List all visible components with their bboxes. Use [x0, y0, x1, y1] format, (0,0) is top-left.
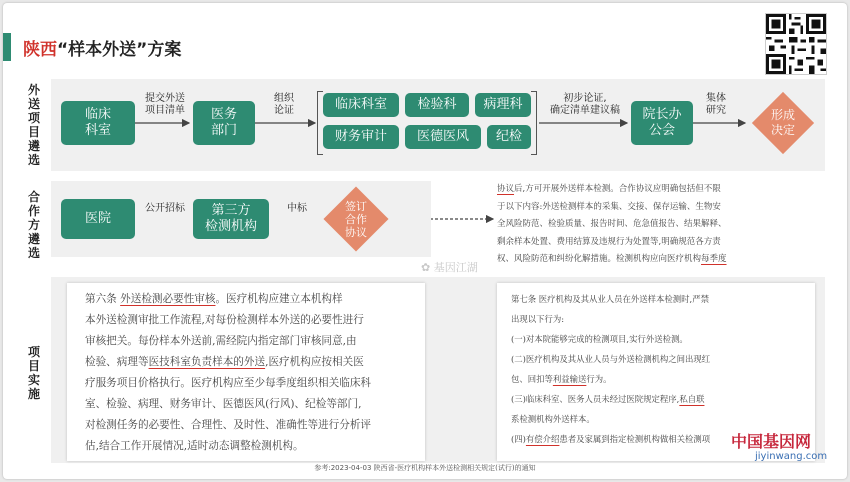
underlined-phrase: 有偿介绍: [525, 434, 560, 444]
text-span: 。医疗机构应建立本机构样: [215, 293, 343, 305]
node-clinical-dept: 临床科室: [61, 101, 135, 145]
text-line: [511, 289, 710, 309]
text-line: [85, 310, 371, 331]
node-president-office: 院长办公会: [631, 101, 693, 145]
text-line: [85, 352, 371, 373]
title-rest: “样本外送”方案: [57, 40, 182, 60]
text-line: [511, 329, 710, 349]
slide: [3, 3, 847, 479]
section-label-partner: 合作方遴选: [27, 190, 40, 260]
text-span: 包、回扣等: [511, 374, 553, 384]
text-line: [85, 436, 371, 457]
section-label-selection: 外送项目遴选: [27, 83, 40, 167]
underlined-phrase: 利益输送: [552, 374, 587, 384]
edge-label-winbid: 中标: [287, 203, 307, 214]
text-span: 患者及家属到指定检测机构做相关检测项: [559, 434, 711, 444]
text-span: 于以下内容:外送检测样本的采集、交接、保存运输、生物安: [497, 201, 721, 212]
text-span: 剩余样本处置、费用结算及违规行为处置等,明确规范各方责: [497, 236, 721, 247]
text-line: [497, 216, 727, 234]
edge-label-organize: 组织 论证: [274, 93, 294, 116]
text-line: [85, 289, 371, 310]
text-line: [511, 409, 710, 429]
underlined-phrase: 外送检测必要性审核: [120, 293, 216, 305]
node-medical-dept: 医务部门: [193, 101, 255, 145]
dept-ethics: 医德医风: [405, 125, 481, 149]
dept-discipline: 纪检: [487, 125, 531, 149]
text-line: [511, 309, 710, 329]
text-span: 权、风险防范和纠纷化解措施。检测机构应向医疗机构: [497, 254, 702, 264]
article-seven-text: [511, 289, 710, 449]
underlined-phrase: 私自联: [679, 394, 705, 404]
text-span: 对检测任务的必要性、合理性、及时性、准确性等进行分析评: [85, 419, 372, 431]
title-region: 陕西: [23, 40, 57, 60]
watermark: ✿ 基因江湖: [421, 261, 478, 274]
node-decision-label: 形成 决定: [770, 108, 795, 137]
node-sign-label: 签订 合作 协议: [345, 199, 367, 239]
dept-pathology: 病理科: [475, 93, 531, 117]
edge-label-tender: 公开招标: [145, 203, 185, 214]
text-span: (二)医疗机构及其从业人员与外送检测机构之间出现红: [511, 354, 711, 364]
dept-clinical: 临床科室: [323, 93, 399, 117]
text-span: 疗服务项目价格执行。医疗机构应至少每季度组织相关临床科: [85, 377, 372, 389]
node-third-party: 第三方 检测机构: [193, 199, 269, 239]
text-span: 系检测机构外送样本。: [511, 414, 595, 424]
article-six-text: [85, 289, 371, 457]
text-line: [511, 349, 710, 369]
text-span: 后,方可开展外送样本检测。合作协议应明确包括但不限: [514, 184, 721, 194]
text-span: 检验、病理等: [85, 356, 149, 368]
text-span: 第六条: [85, 293, 121, 305]
dept-lab: 检验科: [405, 93, 469, 117]
edge-label-submit: 提交外送 项目清单: [145, 93, 185, 116]
underlined-phrase: 协议: [497, 184, 515, 194]
text-span: 室、检验、病理、财务审计、医德医风(行风)、纪检等部门,: [85, 398, 362, 410]
text-span: 全风险防范、检验质量、报告时间、危急值报告、结果解释、: [497, 219, 727, 229]
footer-reference: 参考:2023-04-03 陕西省-医疗机构样本外送检测相关规定(试行)的通知: [314, 464, 536, 472]
edge-label-preliminary: 初步论证, 确定清单建议稿: [550, 93, 620, 116]
text-line: [511, 429, 710, 449]
text-span: 审核把关。每份样本外送前,需经院内指定部门审核同意,由: [85, 335, 357, 347]
text-line: [497, 181, 727, 199]
text-line: [497, 234, 727, 252]
text-line: [85, 331, 371, 352]
watermark-icon: ✿: [421, 261, 434, 274]
text-span: (四): [511, 434, 526, 444]
brand-url: jiyinwang.com: [755, 451, 828, 462]
underlined-phrase: 每季度: [701, 254, 727, 264]
brand-logo-text: 中国基因网: [731, 432, 812, 451]
text-span: 行为。: [586, 374, 612, 384]
text-line: [85, 373, 371, 394]
text-line: [511, 389, 710, 409]
text-span: (一)对本院能够完成的检测项目,实行外送检测。: [511, 334, 688, 344]
text-line: [511, 369, 710, 389]
text-span: (三)临床科室、医务人员未经过医院规定程序,: [511, 394, 680, 404]
text-line: [497, 251, 727, 269]
text-span: 估,结合工作开展情况,适时动态调整检测机构。: [85, 440, 304, 452]
section-label-implementation: 项目实施: [27, 345, 40, 401]
bracket-right: [531, 91, 537, 155]
text-span: ,医疗机构应按相关医: [265, 356, 364, 368]
text-line: [85, 394, 371, 415]
edge-label-collective: 集体 研究: [706, 93, 726, 116]
underlined-phrase: 医技科室负责样本的外送: [148, 356, 266, 368]
text-span: 本外送检测审批工作流程,对每份检测样本外送的必要性进行: [85, 314, 364, 326]
text-line: [85, 415, 371, 436]
article-six-doc: [67, 283, 425, 461]
text-span: 第七条 医疗机构及其从业人员在外送样本检测时,严禁: [511, 294, 709, 304]
text-span: 出现以下行为:: [511, 314, 565, 324]
text-line: [497, 199, 727, 217]
node-hospital: 医院: [61, 199, 135, 239]
dept-finance: 财务审计: [323, 125, 399, 149]
agreement-text: [497, 181, 727, 269]
